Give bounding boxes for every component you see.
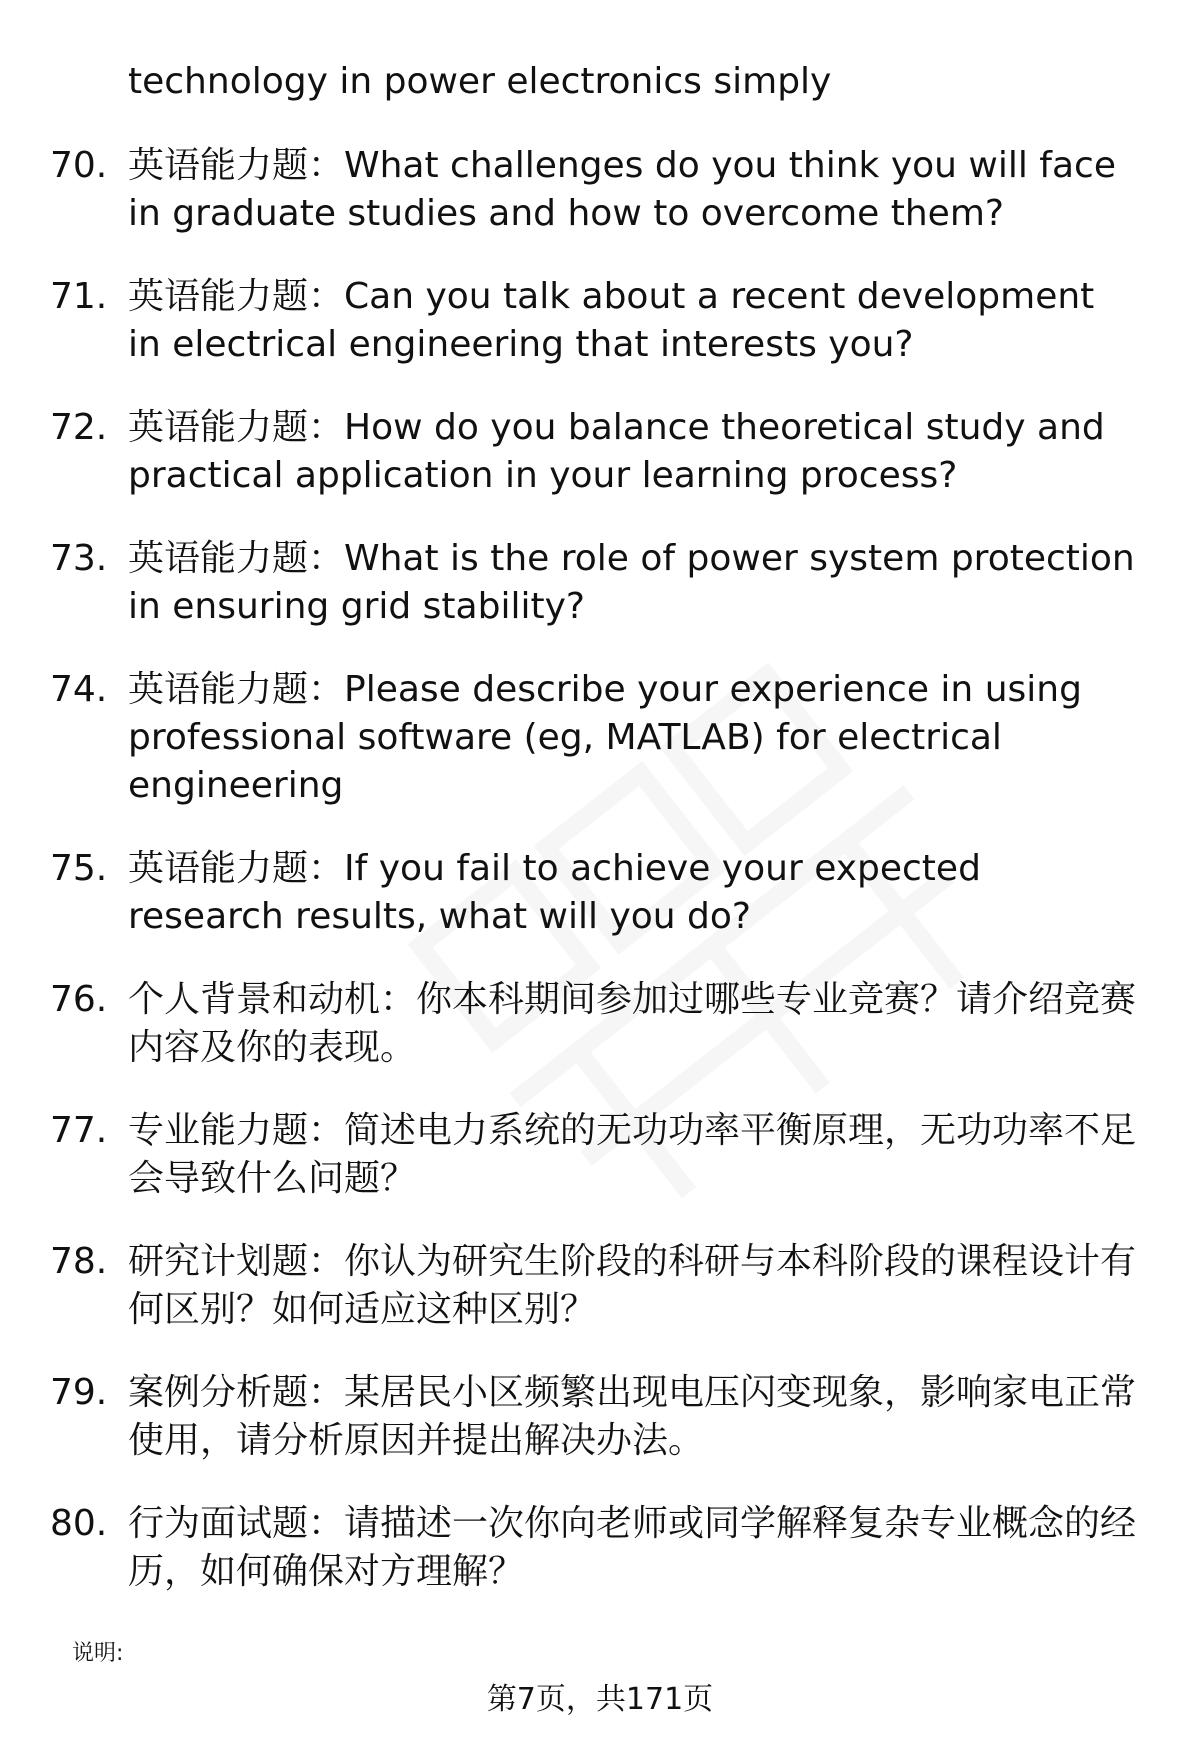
question-list (50, 142, 1160, 1631)
question-number: 77. (50, 1110, 108, 1151)
question-number: 76. (50, 979, 108, 1020)
question-text: 研究计划题：你认为研究生阶段的科研与本科阶段的课程设计有何区别？如何适应这种区别？ (128, 1241, 1137, 1330)
list-item (50, 845, 1160, 941)
question-number: 74. (50, 669, 108, 710)
question-text: 英语能力题：Please describe your experience in using professional software (eg, MATLAB) for electrical engineering (128, 669, 1082, 806)
page-footer: 第7页，共171页 (486, 1682, 714, 1717)
list-item (50, 1500, 1160, 1596)
question-number: 80. (50, 1503, 108, 1544)
question-text: 专业能力题：简述电力系统的无功功率平衡原理，无功功率不足会导致什么问题？ (128, 1110, 1137, 1199)
question-text: 个人背景和动机：你本科期间参加过哪些专业竞赛？请介绍竞赛内容及你的表现。 (128, 979, 1137, 1068)
continued-question-text: technology in power electronics simply (128, 61, 832, 102)
question-number: 71. (50, 276, 108, 317)
list-item (50, 535, 1160, 631)
question-text: 英语能力题：What challenges do you think you will face in graduate studies and how to overcome them? (128, 145, 1116, 234)
question-number: 73. (50, 538, 108, 579)
question-text: 英语能力题：How do you balance theoretical study and practical application in your learning process? (128, 407, 1105, 496)
list-item (50, 142, 1160, 238)
list-item (50, 273, 1160, 369)
question-text: 英语能力题：What is the role of power system protection in ensuring grid stability? (128, 538, 1135, 627)
list-item (50, 1238, 1160, 1334)
question-text: 英语能力题：Can you talk about a recent development in electrical engineering that interests you? (128, 276, 1095, 365)
list-item (50, 666, 1160, 810)
list-item (50, 1107, 1160, 1203)
question-text: 案例分析题：某居民小区频繁出现电压闪变现象，影响家电正常使用，请分析原因并提出解决办法。 (128, 1372, 1137, 1461)
list-item (50, 404, 1160, 500)
list-item (50, 976, 1160, 1072)
question-number: 70. (50, 145, 108, 186)
note-label: 说明: (72, 1641, 124, 1666)
question-text: 英语能力题：If you fail to achieve your expected research results, what will you do? (128, 848, 981, 937)
question-number: 75. (50, 848, 108, 889)
question-number: 78. (50, 1241, 108, 1282)
question-text: 行为面试题：请描述一次你向老师或同学解释复杂专业概念的经历，如何确保对方理解？ (128, 1503, 1137, 1592)
list-item (50, 1369, 1160, 1465)
question-number: 72. (50, 407, 108, 448)
question-number: 79. (50, 1372, 108, 1413)
